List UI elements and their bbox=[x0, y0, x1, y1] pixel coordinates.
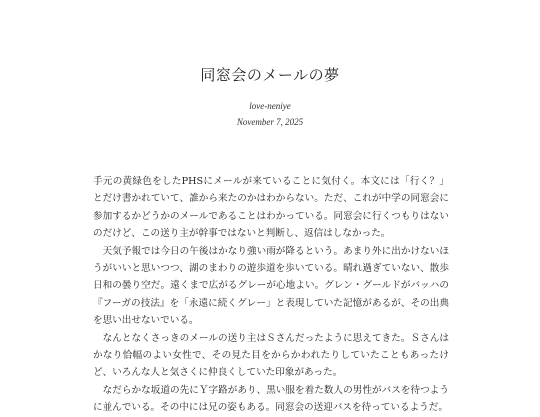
article-paragraph: 天気予報では今日の午後はかなり強い雨が降るという。あまり外に出かけないほうがいいと思いつつ、湖のまわりの遊歩道を歩いている。晴れ過ぎていない、散歩日和の曇り空だ。遠くまで広がるグレーが心地よい。グレン・グールドがバッハの『フーガの技法』を「永遠に続くグレー」と表現していた記憶があるが、その出典を思い出せないでいる。 bbox=[93, 245, 449, 327]
article-paragraph: なだらかな坂道の先にＹ字路があり、黒い服を着た数人の男性がバスを待つように並んでいる。その中には兄の姿もある。同窓会の送迎バスを待っているようだ。 bbox=[93, 384, 449, 414]
article-paragraph: なんとなくさっきのメールの送り主はＳさんだったように思えてきた。Ｓさんはかなり恰幅のよい女性で、その見た目をからかわれたりしていたこともあったけど、いろんな人と気さくに仲良くしていた印象があった。 bbox=[93, 332, 449, 379]
author-link[interactable]: love-neniye bbox=[249, 101, 291, 111]
article-paragraph: 手元の黄緑色をしたPHSにメールが来ていることに気付く。本文には「行く？」とだけ書かれていて、誰から来たのかはわからない。ただ、これが中学の同窓会に参加するかどうかのメールであることはわかっている。同窓会に行くつもりはないのだけど、この送り主が幹事ではないと判断し、返信はしなかった。 bbox=[93, 176, 449, 240]
article-body bbox=[93, 173, 449, 417]
article-title: 同窓会のメールの夢 bbox=[200, 66, 340, 84]
publish-date: November 7, 2025 bbox=[236, 117, 304, 127]
article-header bbox=[0, 64, 540, 127]
